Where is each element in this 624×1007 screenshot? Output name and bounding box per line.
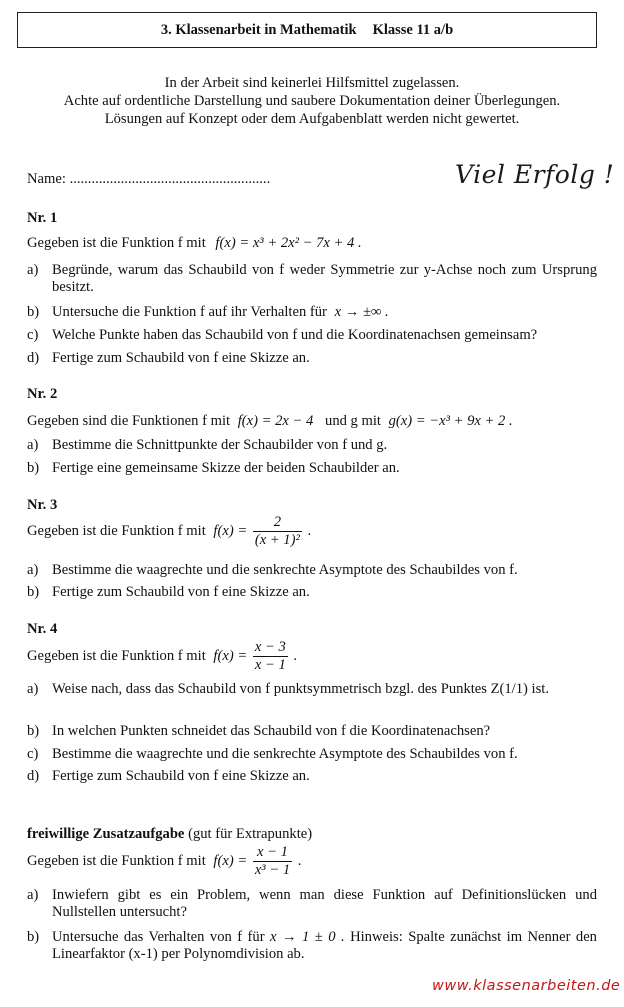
item-math: x → 1 ± 0 . xyxy=(270,929,345,945)
item-text: Bestimme die Schnittpunkte der Schaubilder von f und g. xyxy=(52,437,388,453)
instruction-line-2: Achte auf ordentliche Darstellung und saubere Dokumentation deiner Überlegungen. xyxy=(63,93,561,109)
footer-website: www.klassenarbeiten.de xyxy=(432,978,621,994)
extra-item-b xyxy=(27,929,597,963)
name-field[interactable] xyxy=(27,171,270,188)
task-1-item-a xyxy=(27,262,597,296)
task-3-given xyxy=(27,514,311,549)
instruction-line-3: Lösungen auf Konzept oder dem Aufgabenblatt werden nicht gewertet. xyxy=(104,111,520,127)
item-label: b) xyxy=(27,584,40,600)
good-luck-note: Viel Erfolg ! xyxy=(455,160,615,189)
extra-title-bold: freiwillige Zusatzaufgabe xyxy=(27,826,185,842)
task-4-item-d xyxy=(27,768,597,785)
item-label: d) xyxy=(27,350,40,366)
item-text: Fertige eine gemeinsame Skizze der beiden Schaubilder an. xyxy=(52,460,400,476)
item-text: Untersuche die Funktion f auf ihr Verhalten für xyxy=(52,304,327,320)
item-label: c) xyxy=(27,327,39,343)
item-text: Bestimme die waagrechte und die senkrechte Asymptote des Schaubildes von f. xyxy=(52,562,518,578)
item-label: a) xyxy=(27,262,39,278)
name-label: Name: xyxy=(27,171,66,187)
task-4-given-text: Gegeben ist die Funktion f mit xyxy=(27,648,206,664)
task-4-fraction xyxy=(253,639,288,674)
item-text: Fertige zum Schaubild von f eine Skizze an. xyxy=(52,768,310,784)
extra-title-rest: (gut für Extrapunkte) xyxy=(188,826,313,842)
item-text: Fertige zum Schaubild von f eine Skizze an. xyxy=(52,584,310,600)
task-3-fraction xyxy=(253,514,302,549)
extra-task-title xyxy=(27,826,312,843)
item-label: d) xyxy=(27,768,40,784)
task-2-title: Nr. 2 xyxy=(27,386,58,402)
item-label: b) xyxy=(27,304,40,320)
task-4-end: . xyxy=(293,648,298,664)
item-text xyxy=(52,929,597,963)
task-4-item-b xyxy=(27,723,597,740)
task-2-given-text: Gegeben sind die Funktionen f mit xyxy=(27,413,231,429)
instructions xyxy=(0,74,624,128)
item-label: a) xyxy=(27,681,39,697)
item-text: Bestimme die waagrechte und die senkrechte Asymptote des Schaubildes von f. xyxy=(52,746,518,762)
extra-fraction xyxy=(253,844,292,879)
item-label: b) xyxy=(27,723,40,739)
fraction-numerator: x − 3 xyxy=(254,639,286,655)
item-label: b) xyxy=(27,929,40,945)
item-text-after: Hinweis: Spalte zunächst im Nenner den Linearfaktor (x-1) per Polynomdivision ab. xyxy=(52,929,597,962)
task-3-item-a xyxy=(27,562,597,579)
task-1-given xyxy=(27,235,362,252)
item-text: Weise nach, dass das Schaubild von f punktsymmetrisch bzgl. des Punktes Z(1/1) ist. xyxy=(52,681,549,697)
task-1-item-d xyxy=(27,350,597,367)
extra-fx: f(x) = xyxy=(213,853,248,869)
extra-given-text: Gegeben ist die Funktion f mit xyxy=(27,853,206,869)
instruction-line-1: In der Arbeit sind keinerlei Hilfsmittel zugelassen. xyxy=(164,75,460,91)
task-1-item-c xyxy=(27,327,597,344)
item-label: a) xyxy=(27,562,39,578)
task-3-item-b xyxy=(27,584,597,601)
task-4-item-c xyxy=(27,746,597,763)
task-4-fx: f(x) = xyxy=(213,648,248,664)
item-label: c) xyxy=(27,746,39,762)
item-label: b) xyxy=(27,460,40,476)
task-3-title: Nr. 3 xyxy=(27,497,58,513)
item-text-before: Untersuche das Verhalten von f für xyxy=(52,929,265,945)
title-box xyxy=(17,12,597,48)
task-1-function: f(x) = x³ + 2x² − 7x + 4 . xyxy=(215,235,362,251)
task-1-given-text: Gegeben ist die Funktion f mit xyxy=(27,235,206,251)
name-dots: ....................................................... xyxy=(69,171,271,187)
task-1-title: Nr. 1 xyxy=(27,210,58,226)
extra-item-a xyxy=(27,887,597,921)
task-3-fx: f(x) = xyxy=(213,523,248,539)
title-class: Klasse 11 a/b xyxy=(372,21,454,38)
task-2-item-a xyxy=(27,437,597,454)
task-4-title: Nr. 4 xyxy=(27,621,58,637)
task-2-function-f: f(x) = 2x − 4 xyxy=(237,413,314,429)
item-text: Fertige zum Schaubild von f eine Skizze an. xyxy=(52,350,310,366)
fraction-numerator: x − 1 xyxy=(257,844,288,860)
task-2-item-b xyxy=(27,460,597,477)
task-3-end: . xyxy=(307,523,312,539)
item-text: Welche Punkte haben das Schaubild von f und die Koordinatenachsen gemeinsam? xyxy=(52,327,538,343)
item-label: a) xyxy=(27,437,39,453)
task-4-item-a xyxy=(27,681,597,715)
task-4-given xyxy=(27,639,297,674)
extra-end: . xyxy=(297,853,302,869)
fraction-numerator: 2 xyxy=(273,514,281,530)
task-2-given-mid: und g mit xyxy=(325,413,381,429)
title-subject: 3. Klassenarbeit in Mathematik xyxy=(160,21,357,38)
item-text: Begründe, warum das Schaubild von f weder Symmetrie zur y-Achse noch zum Ursprung besitzt. xyxy=(52,262,597,295)
task-1-item-b xyxy=(27,304,597,321)
extra-task-given xyxy=(27,844,301,879)
fraction-denominator: x³ − 1 xyxy=(254,862,291,878)
item-label: a) xyxy=(27,887,39,903)
fraction-denominator: (x + 1)² xyxy=(254,532,300,548)
fraction-denominator: x − 1 xyxy=(254,657,286,673)
item-text: In welchen Punkten schneidet das Schaubild von f die Koordinatenachsen? xyxy=(52,723,491,739)
task-2-given xyxy=(27,413,513,430)
task-2-function-g: g(x) = −x³ + 9x + 2 . xyxy=(388,413,513,429)
item-text: Inwiefern gibt es ein Problem, wenn man diese Funktion auf Definitionslücken und Nullstellen untersucht? xyxy=(52,887,597,920)
item-math: x → ±∞ . xyxy=(334,304,389,320)
task-3-given-text: Gegeben ist die Funktion f mit xyxy=(27,523,206,539)
